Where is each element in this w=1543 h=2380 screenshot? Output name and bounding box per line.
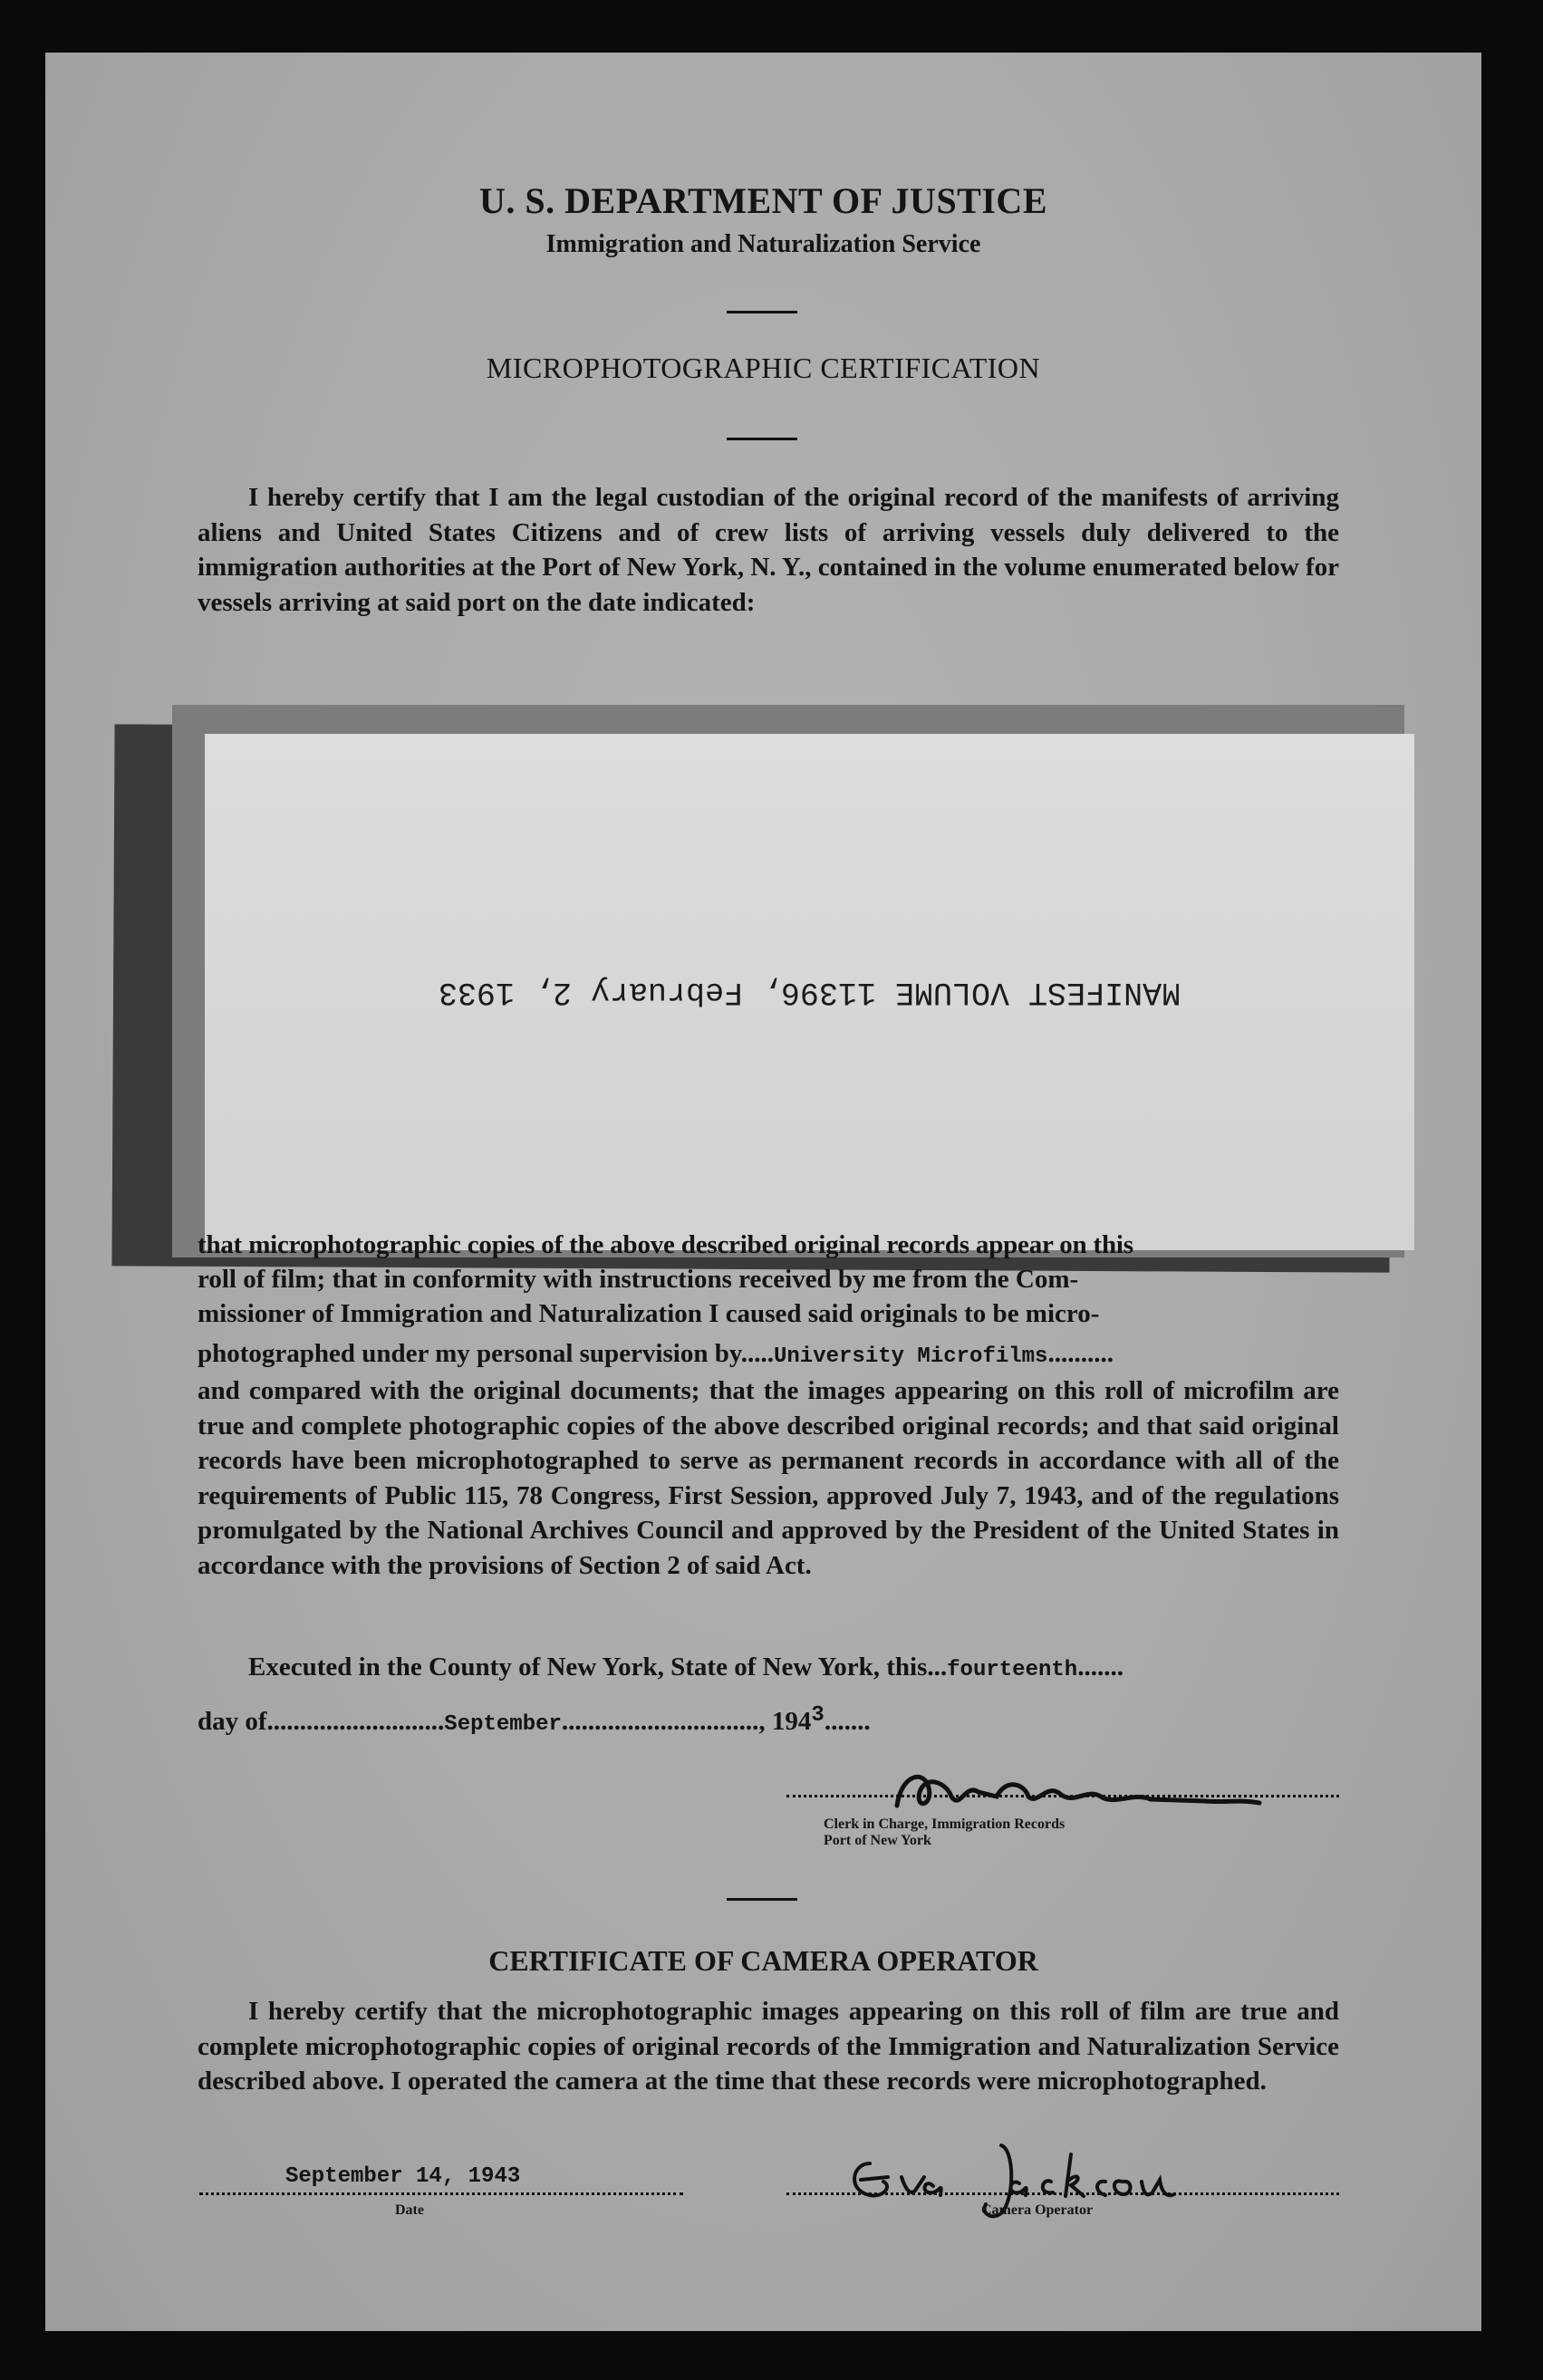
department-title: U. S. DEPARTMENT OF JUSTICE <box>479 180 1047 221</box>
clerk-title-line2: Port of New York <box>824 1833 931 1848</box>
divider <box>727 311 797 313</box>
body-line: missioner of Immigration and Naturalization I caused said originals to be micro- <box>198 1299 1100 1328</box>
certificate-sheet <box>45 53 1481 2331</box>
execution-prefix: Executed in the County of New York, State of New York, this <box>248 1653 928 1681</box>
year-digit: 3 <box>811 1703 825 1728</box>
camera-operator-signature-line <box>786 2192 1339 2195</box>
manifest-volume-label: MANIFEST VOLUME 11396, February 2, 1933 <box>438 974 1181 1010</box>
divider <box>727 1898 797 1901</box>
dot-leader: .......... <box>1047 1339 1114 1368</box>
dot-leader: ..... <box>740 1339 774 1368</box>
camera-operator-statement: I hereby certify that the microphotographic images appearing on this roll of film are true and complete microphotographic copies of original records of the Immigration and Naturalization Service described above. I operated the camera at the time that these records were microphotographed. <box>198 1997 1339 2096</box>
date-signature-line <box>199 2192 683 2195</box>
dot-leader: ... <box>927 1653 948 1681</box>
dot-leader: .............................. <box>561 1707 759 1736</box>
execution-day: fourteenth <box>947 1658 1078 1682</box>
body-paragraph: and compared with the original documents; that the images appearing on this roll of microfilm are true and complete photographic copies of the above described original records; and that said original records have been microphotographed to serve as permanent records in accordance with all of the requirements of Public 115, 78 Congress, First Session, approved July 7, 1943, and of the regulations promulgated by the National Archives Council and approved by the President of the United States in accordance with the provisions of Section 2 of said Act. <box>198 1376 1339 1580</box>
certification-title: MICROPHOTOGRAPHIC CERTIFICATION <box>486 352 1041 384</box>
filmed-by-prefix: photographed under my personal supervision by <box>198 1339 741 1368</box>
filmed-by-value: University Microfilms <box>774 1344 1048 1369</box>
dot-leader: ....... <box>824 1707 871 1736</box>
operator-date: September 14, 1943 <box>285 2164 521 2189</box>
execution-line <box>248 1653 1123 1682</box>
camera-operator-label: Camera Operator <box>981 2202 1094 2218</box>
year-prefix: , 194 <box>758 1707 812 1736</box>
filmed-by-line <box>198 1339 1114 1369</box>
dot-leader: ........................... <box>266 1707 445 1736</box>
execution-month: September <box>444 1712 562 1737</box>
clerk-title-line1: Clerk in Charge, Immigration Records <box>824 1816 1066 1832</box>
divider <box>727 438 797 440</box>
dot-leader: ....... <box>1077 1653 1123 1681</box>
body-line: roll of film; that in conformity with instructions received by me from the Com- <box>198 1265 1079 1294</box>
clerk-signature-line <box>786 1795 1339 1797</box>
service-subtitle: Immigration and Naturalization Service <box>545 230 981 258</box>
manifest-card <box>205 734 1414 1250</box>
day-of-label: day of <box>198 1707 267 1736</box>
camera-operator-title: CERTIFICATE OF CAMERA OPERATOR <box>488 1944 1038 1977</box>
date-line <box>198 1703 871 1737</box>
intro-paragraph: I hereby certify that I am the legal custodian of the original record of the manifests of arriving aliens and United States Citizens and of crew lists of arriving vessels duly delivered to the immigration authorities at the Port of New York, N. Y., contained in the volume enumerated below for vessels arriving at said port on the date indicated: <box>198 483 1339 617</box>
body-line: that microphotographic copies of the above described original records appear on this <box>198 1230 1133 1259</box>
date-label: Date <box>395 2202 424 2218</box>
